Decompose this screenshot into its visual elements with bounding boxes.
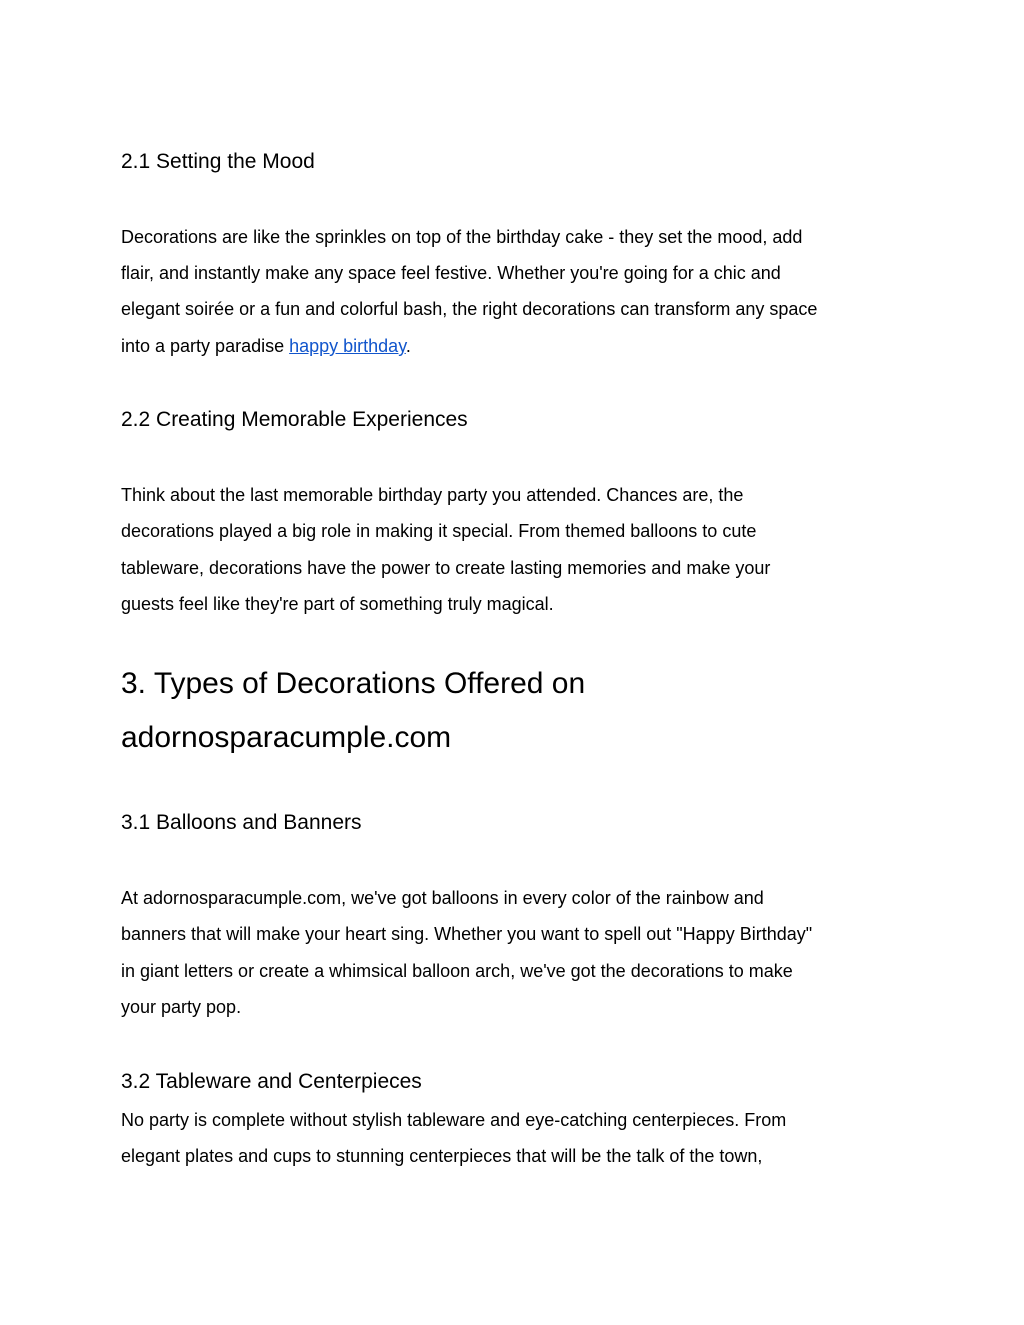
heading-setting-the-mood: 2.1 Setting the Mood (121, 150, 315, 173)
paragraph-line: banners that will make your heart sing. Whether you want to spell out "Happy Birthday" (121, 924, 813, 944)
heading-creating-memorable-experiences: 2.2 Creating Memorable Experiences (121, 408, 468, 431)
heading-tableware-and-centerpieces: 3.2 Tableware and Centerpieces (121, 1070, 422, 1093)
paragraph-line: flair, and instantly make any space feel festive. Whether you're going for a chic and (121, 263, 781, 283)
paragraph-line: in giant letters or create a whimsical balloon arch, we've got the decorations to make (121, 961, 793, 981)
paragraph-line: elegant plates and cups to stunning centerpieces that will be the talk of the town, (121, 1146, 763, 1166)
line-period: . (405, 336, 411, 356)
heading-types-of-decorations-continued: adornosparacumple.com (121, 721, 452, 754)
paragraph-line: tableware, decorations have the power to create lasting memories and make your (121, 558, 771, 578)
heading-balloons-and-banners: 3.1 Balloons and Banners (121, 811, 362, 834)
happy-birthday-link[interactable]: happy birthday (289, 336, 406, 356)
line-text: into a party paradise (121, 336, 290, 356)
heading-types-of-decorations: 3. Types of Decorations Offered on (121, 667, 586, 700)
paragraph-line: At adornosparacumple.com, we've got balloons in every color of the rainbow and (121, 888, 764, 908)
paragraph-line: your party pop. (121, 997, 242, 1017)
paragraph-line: decorations played a big role in making it special. From themed balloons to cute (121, 521, 757, 541)
paragraph-line: No party is complete without stylish tableware and eye-catching centerpieces. From (121, 1110, 787, 1130)
paragraph-line (121, 335, 411, 357)
paragraph-line: guests feel like they're part of something truly magical. (121, 594, 554, 614)
paragraph-line: Decorations are like the sprinkles on top of the birthday cake - they set the mood, add (121, 227, 803, 247)
paragraph-line: elegant soirée or a fun and colorful bash, the right decorations can transform any space (121, 299, 818, 319)
paragraph-line: Think about the last memorable birthday party you attended. Chances are, the (121, 485, 744, 505)
